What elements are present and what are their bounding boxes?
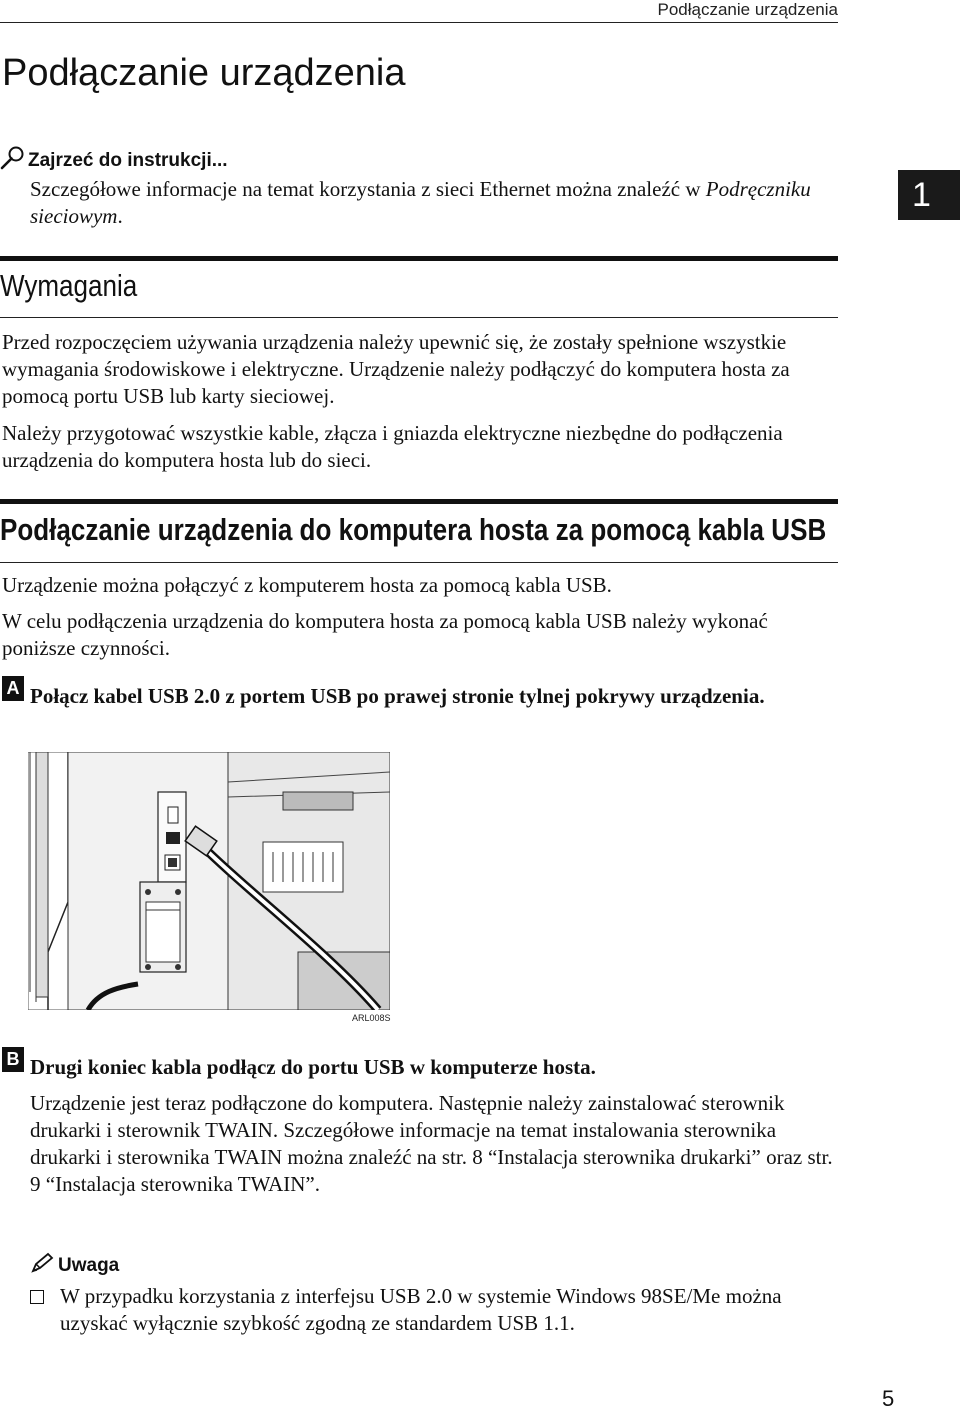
usb-paragraph-1: Urządzenie można połączyć z komputerem hosta za pomocą kabla USB. [2,573,612,597]
step-1-badge: A [2,676,24,701]
usb-paragraph-2: W celu podłączenia urządzenia do komputera hosta za pomocą kabla USB należy wykonać poniższe czynności. [2,609,768,660]
requirements-paragraph-2: Należy przygotować wszystkie kable, złącza i gniazda elektryczne niezbędne do podłączenia urządzenia do komputera hosta lub do sieci. [2,421,783,472]
section-rule-bottom [0,562,838,563]
chapter-tab: 1 [898,170,960,220]
step-2-title: Drugi koniec kabla podłącz do portu USB w komputerze hosta. [30,1055,596,1079]
reference-heading-text: Zajrzeć do instrukcji... [28,150,228,172]
reference-heading [0,146,228,176]
requirements-paragraph-1: Przed rozpoczęciem używania urządzenia należy upewnić się, że zostały spełnione wszystkie wymagania środowiskowe i elektryczne. Urządzenie należy podłączyć do komputera hosta za pomocą portu USB lub karty sieciowej. [2,330,790,408]
magnifier-icon [0,146,28,176]
step-1-title: Połącz kabel USB 2.0 z portem USB po prawej stronie tylnej pokrywy urządzenia. [30,684,765,708]
note-heading-text: Uwaga [58,1255,120,1277]
running-header [0,0,838,23]
usb-connection-illustration [28,752,390,1010]
reference-manual-name: Podręczniku sieciowym [30,177,811,228]
usb-section-heading: Podłączanie urządzenia do komputera hosta za pomocą kabla USB [0,512,827,547]
note-heading [30,1252,119,1280]
page-number: 5 [882,1386,895,1411]
section-rule-bottom [0,317,838,318]
section-rule-top [0,499,838,504]
running-title: Podłączanie urządzenia [657,0,838,19]
checkbox-icon [30,1290,44,1304]
note-item-text: W przypadku korzystania z interfejsu USB 2.0 w systemie Windows 98SE/Me można uzyskać wyłącznie szybkość zgodną ze standardem USB 1.1. [60,1284,782,1335]
reference-text: Szczegółowe informacje na temat korzystania z sieci Ethernet można znaleźć w Podręczniku sieciowym. [30,177,811,228]
section-rule-top [0,256,838,261]
pencil-icon [30,1252,58,1280]
figure-label: ARL008S [352,1013,391,1023]
page-title: Podłączanie urządzenia [2,52,406,94]
requirements-heading: Wymagania [0,268,138,303]
step-2-badge: B [2,1047,24,1072]
step-2-text: Urządzenie jest teraz podłączone do komputera. Następnie należy zainstalować sterownik drukarki i sterownik TWAIN. Szczegółowe informacje na temat instalowania sterownika drukarki i sterownika TWAIN można znaleźć na str. 8 “Instalacja sterownika drukarki” oraz str. 9 “Instalacja sterownika TWAIN”. [30,1091,833,1196]
